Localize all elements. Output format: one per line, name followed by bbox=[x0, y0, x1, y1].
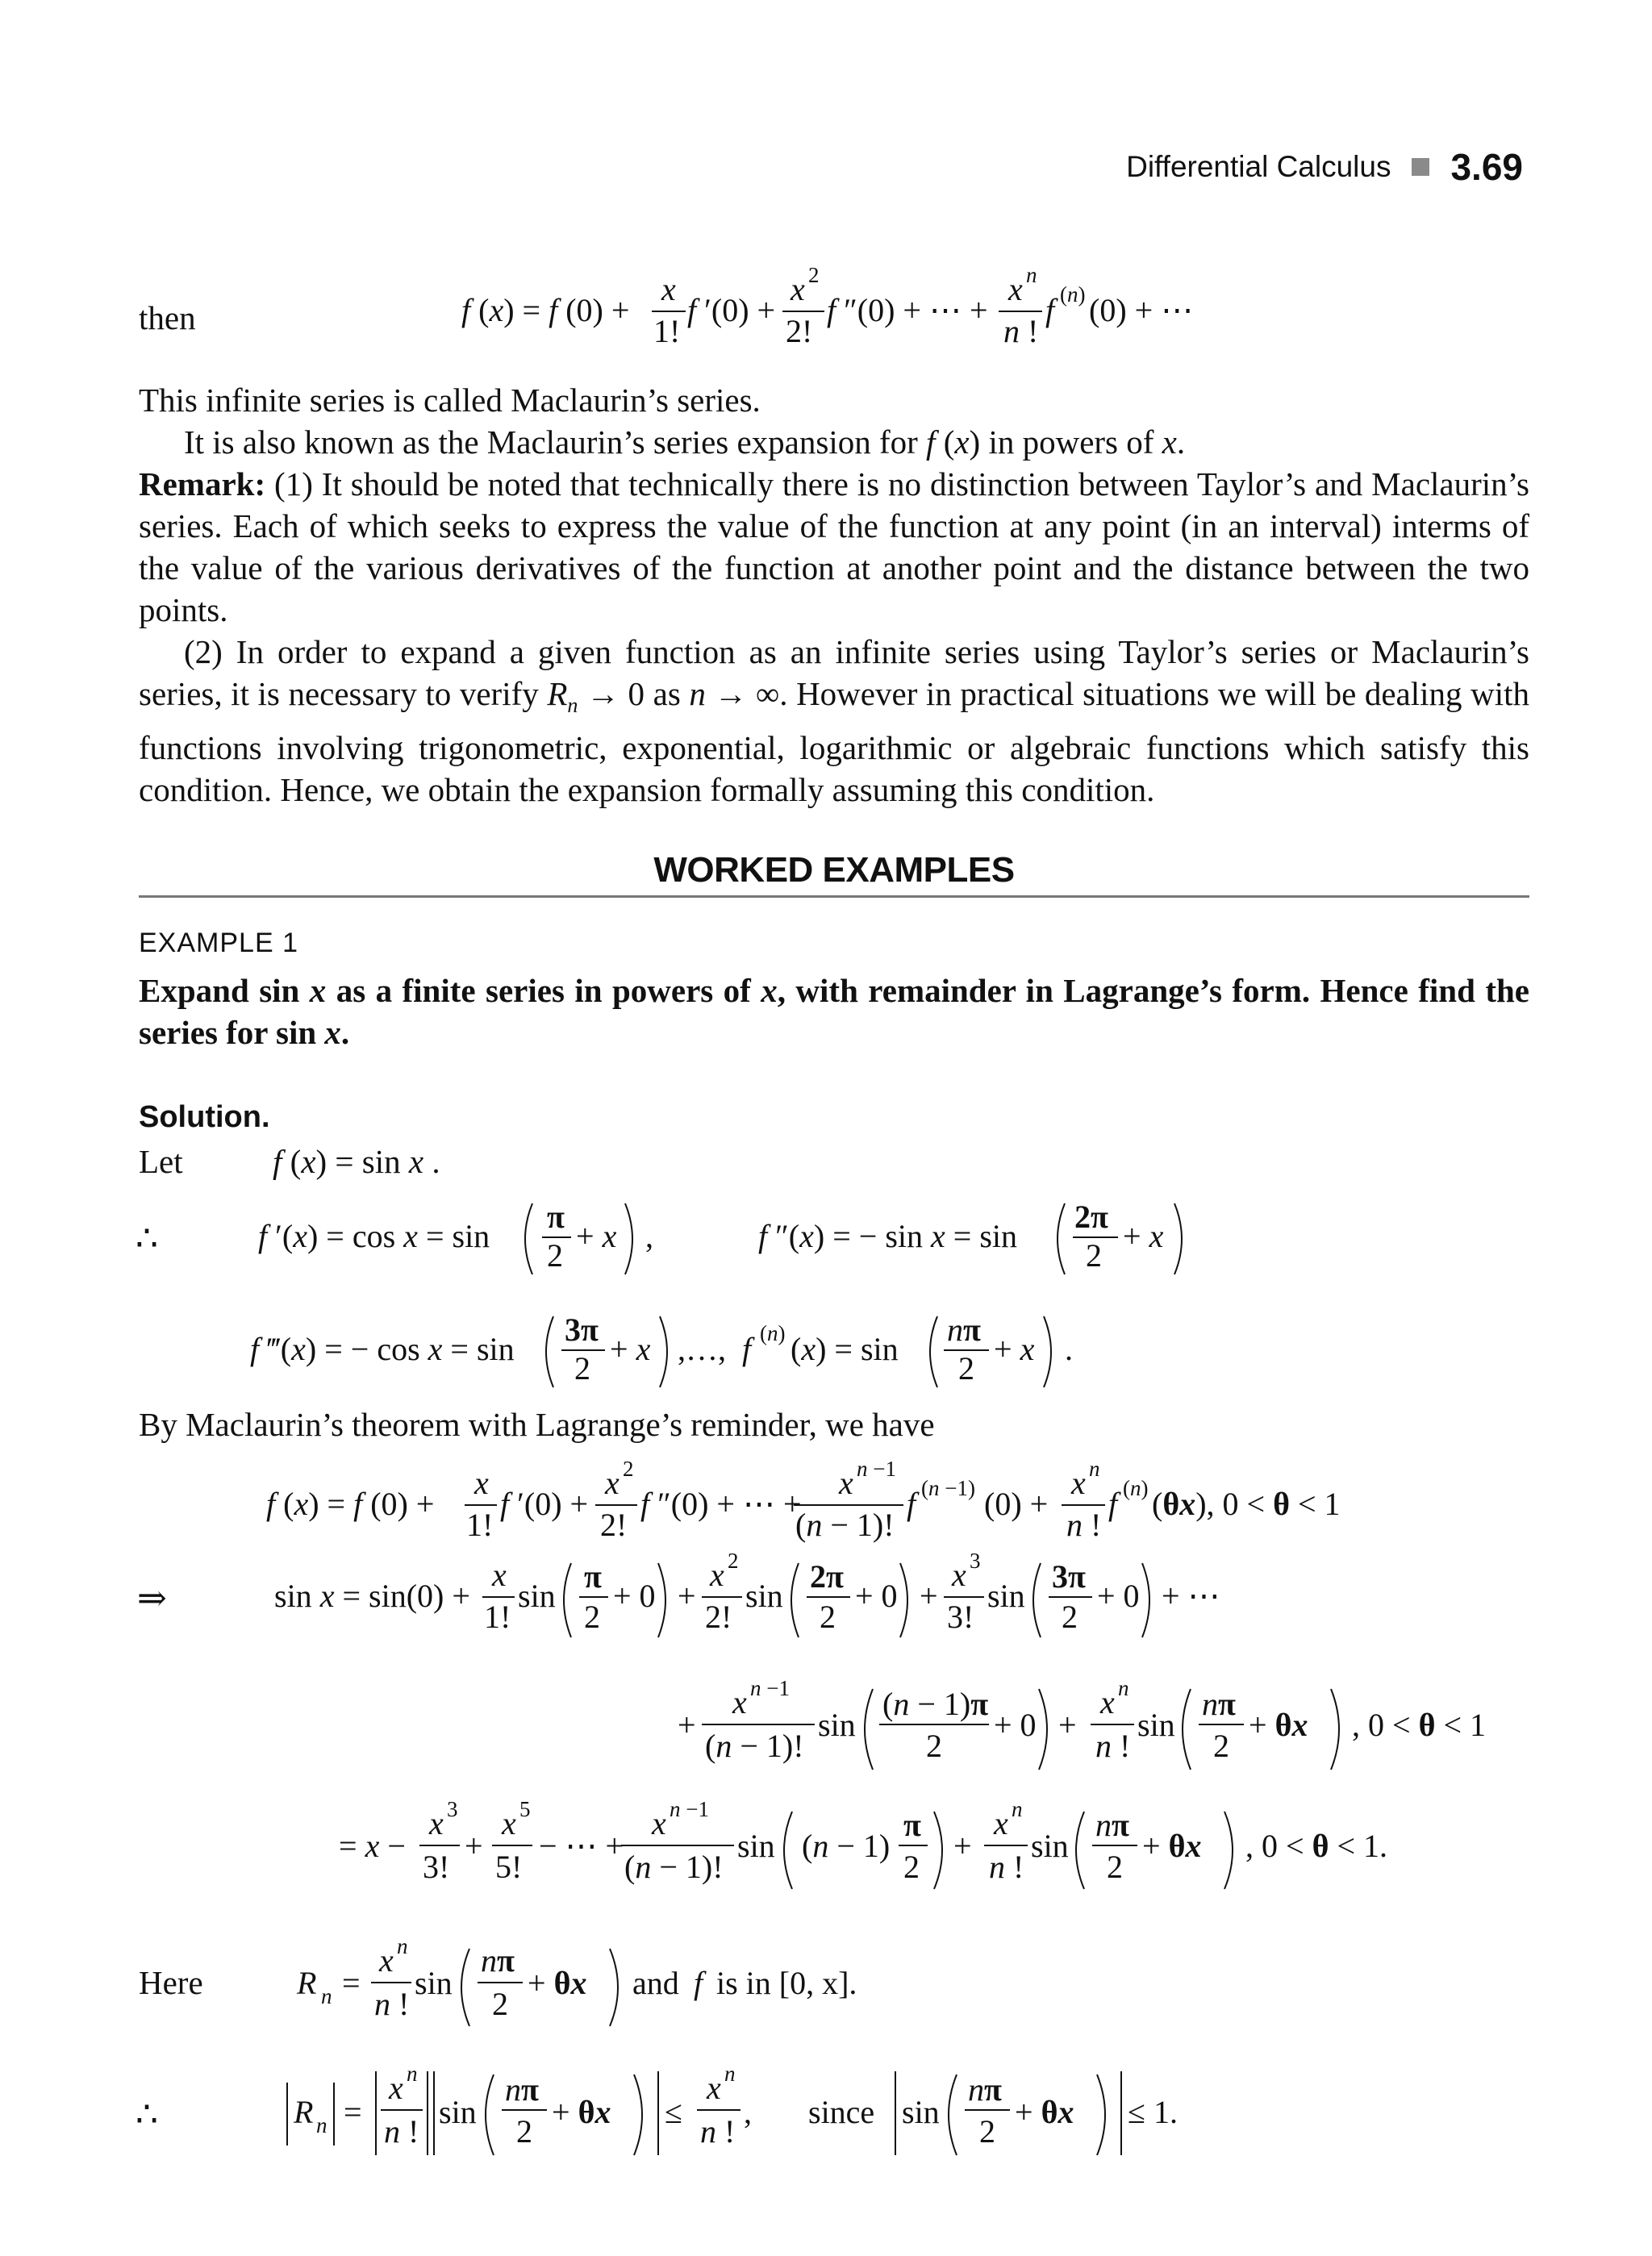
svg-text:(n − 1)π: (n − 1)π bbox=[882, 1686, 989, 1722]
svg-text:2: 2 bbox=[1213, 1728, 1229, 1764]
svg-text:n !: n ! bbox=[1095, 1728, 1131, 1764]
svg-text:3!: 3! bbox=[423, 1849, 450, 1885]
svg-text:f: f bbox=[694, 1965, 703, 2001]
svg-text:(x) = sin: (x) = sin bbox=[791, 1331, 899, 1367]
svg-text:sin: sin bbox=[1031, 1828, 1069, 1864]
svg-text:=: = bbox=[344, 2094, 362, 2130]
svg-text:2: 2 bbox=[574, 1350, 590, 1387]
svg-text:≤ 1.: ≤ 1. bbox=[1128, 2094, 1178, 2130]
svg-text:+: + bbox=[953, 1828, 972, 1864]
then-label: then bbox=[139, 299, 196, 336]
svg-text:x: x bbox=[389, 2070, 403, 2106]
svg-text:sin: sin bbox=[737, 1828, 775, 1864]
svg-text:nπ: nπ bbox=[1095, 1807, 1129, 1843]
here-label: Here bbox=[139, 1964, 203, 2001]
theorem-sentence: By Maclaurin’s theorem with Lagrange’s reminder, we have bbox=[139, 1406, 935, 1443]
derivative-row-1 bbox=[250, 1186, 1218, 1282]
svg-text:+ θx: + θx bbox=[552, 2094, 611, 2130]
svg-text:(n): (n) bbox=[1060, 282, 1086, 306]
svg-text:R: R bbox=[297, 1965, 317, 2001]
svg-text:+ θx: + θx bbox=[1015, 2094, 1074, 2130]
svg-text:2: 2 bbox=[516, 2113, 532, 2150]
svg-text:+ x: + x bbox=[576, 1218, 617, 1254]
svg-text:1!: 1! bbox=[484, 1599, 511, 1635]
svg-text:n: n bbox=[321, 1984, 332, 2008]
svg-text:n −1: n −1 bbox=[857, 1457, 896, 1481]
svg-text:2π: 2π bbox=[1074, 1199, 1108, 1235]
svg-text:3: 3 bbox=[970, 1549, 981, 1573]
svg-text:3: 3 bbox=[447, 1797, 458, 1821]
svg-text:+ 0: + 0 bbox=[1097, 1578, 1140, 1614]
svg-text:f (x) = f (0) +: f (x) = f (0) + bbox=[461, 292, 630, 328]
svg-text:n !: n ! bbox=[1003, 313, 1039, 349]
svg-text:n: n bbox=[407, 2062, 418, 2086]
svg-text:2π: 2π bbox=[810, 1558, 844, 1595]
svg-text:2: 2 bbox=[979, 2113, 995, 2150]
svg-text:sin: sin bbox=[1137, 1707, 1175, 1743]
svg-text:≤: ≤ bbox=[665, 2094, 682, 2130]
svg-text:5: 5 bbox=[519, 1797, 531, 1821]
let-equation: f (x) = sin x . bbox=[273, 1143, 440, 1180]
svg-text:x: x bbox=[994, 1805, 1008, 1841]
svg-text:f ′(x) = cos x = sin: f ′(x) = cos x = sin bbox=[258, 1218, 490, 1254]
remark-label: Remark: bbox=[139, 465, 266, 502]
svg-text:, 0 < θ < 1: , 0 < θ < 1 bbox=[1352, 1707, 1487, 1743]
svg-text:f ′(0) +: f ′(0) + bbox=[500, 1486, 589, 1522]
implies-symbol: ⇒ bbox=[137, 1578, 167, 1618]
svg-text:x: x bbox=[502, 1805, 516, 1841]
expansion-sentence: It is also known as the Maclaurin’s series expansion for f (x) in powers of x. bbox=[184, 423, 1186, 461]
svg-text:2: 2 bbox=[808, 263, 820, 287]
svg-text:n !: n ! bbox=[1066, 1507, 1102, 1543]
svg-text:+ θx: + θx bbox=[528, 1965, 587, 2001]
svg-text:+: + bbox=[678, 1578, 696, 1614]
therefore-symbol-1: ∴ bbox=[136, 1219, 158, 1258]
svg-text:π: π bbox=[584, 1558, 602, 1595]
let-label: Let bbox=[139, 1143, 183, 1180]
svg-text:+ x: + x bbox=[1123, 1218, 1164, 1254]
maclaurin-series-formula bbox=[452, 263, 1258, 355]
svg-text:f: f bbox=[907, 1486, 916, 1522]
svg-text:n: n bbox=[316, 2113, 327, 2137]
svg-text:f (x) = f (0) +: f (x) = f (0) + bbox=[266, 1486, 435, 1522]
svg-text:n: n bbox=[1089, 1457, 1100, 1481]
svg-text:+: + bbox=[465, 1828, 483, 1864]
remark-point-1: Remark: (1) It should be noted that technically there is no distinction between Taylor’s and Maclaurin’s series. Each of which seeks to express the value of the function at any point (in an interval) interms of the value of the various derivatives of the function at another point and the distance between the two points. bbox=[139, 465, 1529, 628]
svg-text:+ ⋯: + ⋯ bbox=[1162, 1578, 1220, 1614]
svg-text:,: , bbox=[744, 2094, 752, 2130]
svg-text:nπ: nπ bbox=[968, 2071, 1002, 2108]
svg-text:x: x bbox=[952, 1557, 966, 1593]
svg-text:=: = bbox=[342, 1965, 361, 2001]
svg-text:π: π bbox=[903, 1807, 921, 1843]
interval-text: is in [0, x]. bbox=[716, 1965, 857, 2001]
therefore-symbol-2: ∴ bbox=[136, 2095, 158, 2134]
svg-text:+: + bbox=[678, 1707, 696, 1743]
svg-text:(n): (n) bbox=[1123, 1476, 1149, 1500]
svg-text:sin: sin bbox=[902, 2094, 940, 2130]
svg-text:n !: n ! bbox=[700, 2113, 736, 2150]
svg-text:sin: sin bbox=[745, 1578, 783, 1614]
svg-text:2: 2 bbox=[623, 1457, 634, 1481]
svg-text:+ x: + x bbox=[610, 1331, 651, 1367]
svg-text:2!: 2! bbox=[705, 1599, 732, 1635]
derivative-row-2 bbox=[242, 1299, 1210, 1395]
svg-text:x: x bbox=[429, 1805, 444, 1841]
svg-text:3π: 3π bbox=[565, 1311, 599, 1348]
svg-text:3!: 3! bbox=[947, 1599, 974, 1635]
svg-text:x: x bbox=[492, 1557, 507, 1593]
svg-text:+ x: + x bbox=[994, 1331, 1035, 1367]
svg-text:x: x bbox=[379, 1942, 394, 1979]
svg-text:2: 2 bbox=[1107, 1849, 1123, 1885]
svg-text:f: f bbox=[1108, 1486, 1118, 1522]
sin-expansion-line-1 bbox=[266, 1545, 1395, 1650]
svg-text:+ 0: + 0 bbox=[613, 1578, 656, 1614]
and-text: and bbox=[632, 1965, 679, 2001]
svg-text:sin x = sin(0) +: sin x = sin(0) + bbox=[274, 1578, 470, 1614]
svg-text:f ″(x) = − sin x = sin: f ″(x) = − sin x = sin bbox=[758, 1218, 1018, 1254]
svg-text:n −1: n −1 bbox=[750, 1676, 790, 1700]
svg-text:2: 2 bbox=[958, 1350, 974, 1387]
remark-point-2: (2) In order to expand a given function as an infinite series using Taylor’s series or Maclaurin’s series, it is necessary to verify $R_n \to 0$ as n → ∞. However in practical situations we will be dealing with functions involving trigonometric, exponential, logarithmic or algebraic functions which satisfy this condition. Hence, we obtain the expansion formally assuming this condition. bbox=[139, 633, 1530, 809]
svg-text:+ θx: + θx bbox=[1249, 1707, 1308, 1743]
sin-expansion-line-2 bbox=[670, 1670, 1557, 1783]
svg-text:π: π bbox=[547, 1199, 565, 1235]
svg-text:x: x bbox=[661, 271, 676, 307]
svg-text:x: x bbox=[839, 1465, 853, 1501]
svg-text:nπ: nπ bbox=[1202, 1686, 1236, 1722]
svg-text:.: . bbox=[1065, 1331, 1073, 1367]
svg-text:x: x bbox=[1100, 1684, 1115, 1720]
svg-text:n !: n ! bbox=[384, 2113, 419, 2150]
svg-text:2: 2 bbox=[584, 1599, 600, 1635]
svg-text:f: f bbox=[1045, 292, 1055, 328]
svg-text:x: x bbox=[732, 1684, 747, 1720]
svg-text:3π: 3π bbox=[1052, 1558, 1086, 1595]
solution-label: Solution. bbox=[139, 1100, 270, 1134]
svg-text:sin: sin bbox=[818, 1707, 856, 1743]
svg-text:(0) + ⋯: (0) + ⋯ bbox=[1089, 292, 1194, 328]
svg-text:f ″(0) + ⋯ +: f ″(0) + ⋯ + bbox=[640, 1486, 802, 1522]
svg-text:R: R bbox=[294, 2094, 314, 2130]
svg-text:, 0 < θ < 1.: , 0 < θ < 1. bbox=[1245, 1828, 1388, 1864]
svg-text:sin: sin bbox=[415, 1965, 453, 2001]
svg-text:x: x bbox=[605, 1465, 620, 1501]
running-header bbox=[1126, 145, 1523, 189]
svg-text:− ⋯ +: − ⋯ + bbox=[539, 1828, 624, 1864]
svg-text:,…,: ,…, bbox=[678, 1331, 726, 1367]
svg-text:f ″(0) + ⋯ +: f ″(0) + ⋯ + bbox=[827, 292, 988, 328]
svg-text:2: 2 bbox=[728, 1549, 739, 1573]
svg-text:2!: 2! bbox=[786, 313, 813, 349]
svg-text:f ‴(x) = − cos x = sin: f ‴(x) = − cos x = sin bbox=[250, 1331, 515, 1367]
svg-text:1!: 1! bbox=[466, 1507, 494, 1543]
sin-series-final bbox=[339, 1794, 1468, 1899]
svg-text:(n − 1)!: (n − 1)! bbox=[624, 1849, 724, 1885]
section-divider bbox=[139, 895, 1529, 898]
svg-text:nπ: nπ bbox=[481, 1942, 515, 1979]
svg-text:x: x bbox=[474, 1465, 489, 1501]
svg-text:+: + bbox=[920, 1578, 938, 1614]
svg-text:n !: n ! bbox=[989, 1849, 1024, 1885]
svg-text:x: x bbox=[652, 1805, 666, 1841]
header-square-icon bbox=[1412, 158, 1429, 176]
page-number: 3.69 bbox=[1450, 146, 1523, 188]
svg-text:x: x bbox=[1008, 271, 1023, 307]
svg-text:n !: n ! bbox=[374, 1986, 410, 2022]
svg-text:2: 2 bbox=[547, 1237, 563, 1274]
svg-text:x: x bbox=[791, 271, 805, 307]
svg-text:,: , bbox=[645, 1218, 653, 1254]
svg-text:sin: sin bbox=[987, 1578, 1025, 1614]
svg-text:nπ: nπ bbox=[947, 1311, 981, 1348]
svg-text:+ 0: + 0 bbox=[855, 1578, 898, 1614]
remainder-definition bbox=[290, 1929, 1016, 2034]
example-label: EXAMPLE 1 bbox=[139, 928, 298, 958]
svg-text:= x −: = x − bbox=[339, 1828, 406, 1864]
svg-text:(n): (n) bbox=[760, 1321, 786, 1345]
svg-text:2: 2 bbox=[820, 1599, 836, 1635]
svg-text:n: n bbox=[397, 1934, 408, 1958]
svg-text:2: 2 bbox=[903, 1849, 920, 1885]
svg-text:+: + bbox=[1058, 1707, 1077, 1743]
lagrange-form-equation bbox=[258, 1458, 1468, 1555]
svg-text:2: 2 bbox=[492, 1986, 508, 2022]
svg-text:x: x bbox=[1071, 1465, 1086, 1501]
section-heading: WORKED EXAMPLES bbox=[653, 850, 1015, 890]
svg-text:n: n bbox=[1012, 1797, 1023, 1821]
svg-text:x: x bbox=[710, 1557, 724, 1593]
svg-text:(n − 1): (n − 1) bbox=[802, 1828, 891, 1864]
svg-text:2: 2 bbox=[1062, 1599, 1078, 1635]
svg-text:x: x bbox=[707, 2070, 721, 2106]
svg-text:2: 2 bbox=[1086, 1237, 1102, 1274]
running-header-title: Differential Calculus bbox=[1126, 150, 1391, 183]
svg-text:+ 0: + 0 bbox=[994, 1707, 1037, 1743]
svg-text:n: n bbox=[1026, 263, 1037, 287]
series-name-sentence: This infinite series is called Maclaurin’s series. bbox=[139, 382, 761, 419]
svg-text:5!: 5! bbox=[495, 1849, 523, 1885]
svg-text:(θx), 0 < θ < 1: (θx), 0 < θ < 1 bbox=[1152, 1486, 1341, 1522]
svg-text:(n − 1)!: (n − 1)! bbox=[795, 1507, 895, 1543]
svg-text:nπ: nπ bbox=[505, 2071, 539, 2108]
svg-text:1!: 1! bbox=[653, 313, 681, 349]
remainder-bound bbox=[282, 2055, 1250, 2168]
svg-text:2!: 2! bbox=[600, 1507, 628, 1543]
svg-text:n: n bbox=[1118, 1676, 1129, 1700]
svg-text:n: n bbox=[724, 2062, 736, 2086]
svg-text:+ θx: + θx bbox=[1142, 1828, 1202, 1864]
svg-text:f: f bbox=[742, 1331, 752, 1367]
svg-text:sin: sin bbox=[439, 2094, 477, 2130]
svg-text:(n − 1)!: (n − 1)! bbox=[705, 1728, 804, 1764]
svg-text:(0) +: (0) + bbox=[984, 1486, 1049, 1522]
svg-text:sin: sin bbox=[518, 1578, 556, 1614]
svg-text:2: 2 bbox=[926, 1728, 942, 1764]
svg-text:n −1: n −1 bbox=[670, 1797, 709, 1821]
problem-statement: Expand sin x as a finite series in powers of x, with remainder in Lagrange’s form. Hence find the series for sin x. bbox=[139, 972, 1529, 1051]
svg-text:f ′(0) +: f ′(0) + bbox=[687, 292, 776, 328]
svg-text:(n −1): (n −1) bbox=[921, 1476, 975, 1500]
since-word: since bbox=[808, 2094, 875, 2130]
